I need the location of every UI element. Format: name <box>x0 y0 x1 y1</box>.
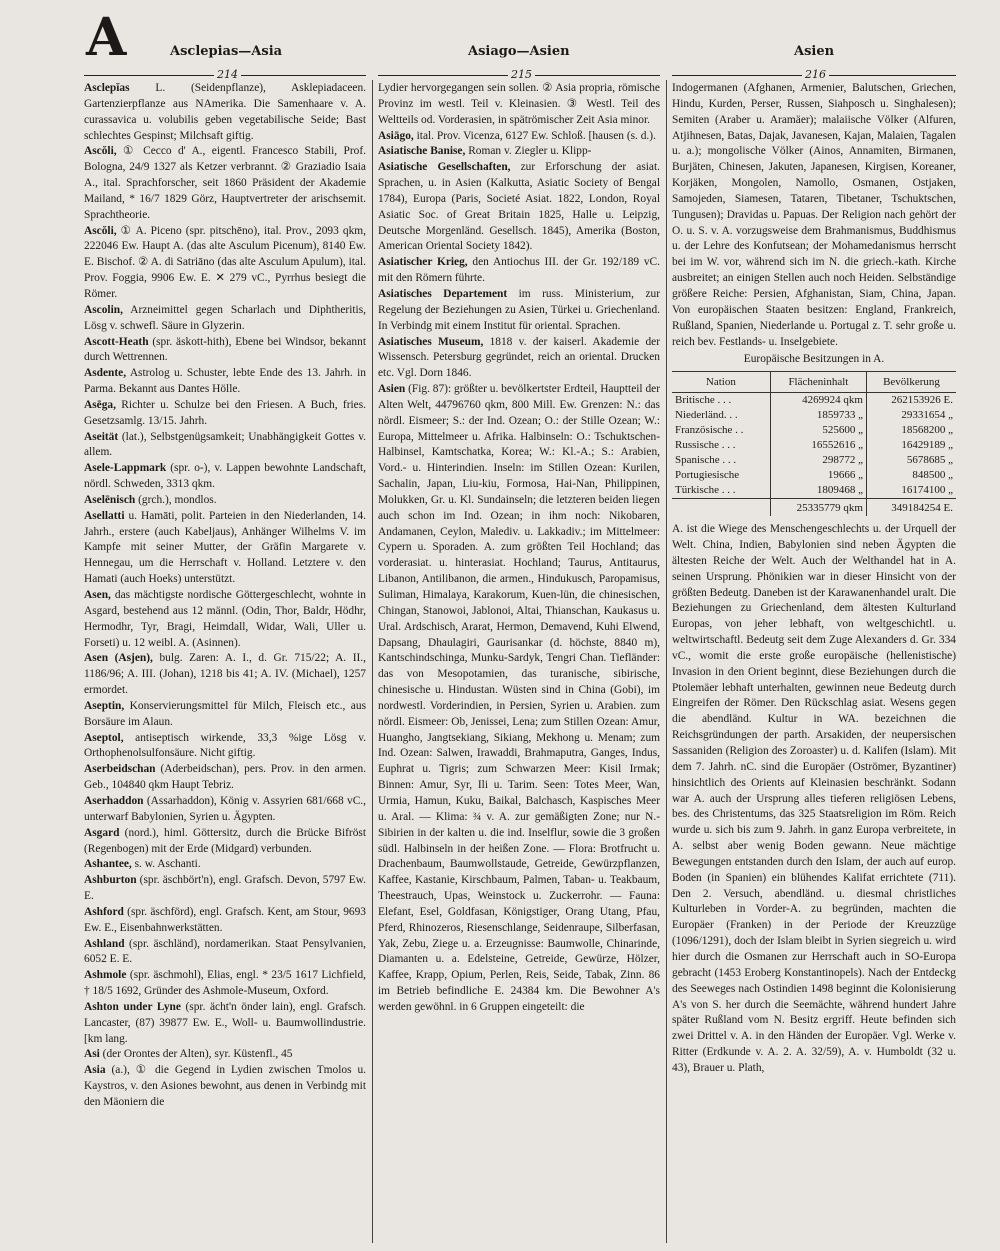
dictionary-entry <box>84 699 366 731</box>
entry-headword: Ascott-Heath <box>84 335 149 348</box>
entry-text: (Fig. 87): größter u. bevölkertster Erdteil, Hauptteil der Alten Welt, 44796760 qkm, 800 Mill. Ew. Grenzen: N.: das nördl. Eismeer; S.: der Ind. Ozean; O.: der Stille Ozean; W.: Europa, Mittelmeer u. Afrika. Halbinseln: O.: Tschuktschen-Halbinsel, Kamtschatka, Korea; W.: Kl.-A.; S.: Arabien, Vord.- u. Hinterindien. Inseln: im Stillen Ozean: Kurilen, Sachalin, Japan, Liu-kiu, Formosa, Hai-Nan, Philippinen, Molukken, Gr. u. Kl. Sundainseln; die letzteren beiden liegen auch schon im Ind. Ozean; in ihm noch: Nikobaren, Andamanen, Ceylon, Malediv. u. Lakkadiv.; im Mittelmeer: Cypern u. Sporaden. A. zum größten Teil Hochland; das vorderasiat. u. hinterasiat. Hochland; Taurus, Antitaurus, Libanon, Antilibanon, die armen., Hindukusch, Paropamisus, Suliman, Himalaya, Karakorum, Kuen-lün, die chinesischen, Chingan, Stanowoi, Jablonoi, Altai, Thianschan, Kaukasus u. Ural. Ardschisch, Ararat, Hermon, Demavend, Kuhi Elwend, Dapsang, Dhaulagiri, Gaurisankar (d. höchste, 8840 m), Kantschindschinga, Munku-Sardyk, Tengri Chan. Tiefländer: das von Mesopotamien, das turanische, sibirische, chinesische u. Hindustan. Wüsten sind in China (Gobi), im nordwestl. Vorderindien, in Persien, Syrien u. Arabien. zum nördl. Eismeer: Ob, Jenissei, Lena; zum Stillen Ozean: Amur, Huangho, Jangtsekiang, Sikiang, Mekhong u. Menam; zum Ind. Ozean: Salwen, Irawaddi, Brahmaputra, Ganges, Indus, Euphrat u. Tigris; zum Schwarzen Meer: Kisil Irmak; Binnen: Amur, Syr, Ili u. Tarim. Seen: Totes Meer, Wan, Urmia, Hamun, Kuku, Baikal, Balchasch, Kaspisches Meer u. Aral. — Klima: ¾ v. A. zur gemäßigten Zone; nur N.-Sibirien in der kalten u. die ind. Inselflur, sowie die 3 großen südl. Halbinseln in der heißen Zone. — Flora: Brotfrucht u. Drachenbaum, Baumwollstaude, Getreide, Gewürzpflanzen, Kaffee, Kastanie, Kirschbaum, Palmen, Taban- u. Teakbaum, Theestrauch, Upas, Weinstock u. Zuckerrohr. — Fauna: Elefant, Esel, Goldfasan, Königstiger, Orang Utang, Pfau, Pferd, Rhinozeros, Riesenschlange, Seidenraupe, Silberfasan, Yak, Zebu, Ziege u. a. Erzeugnisse: Baumwolle, Chinarinde, Diamanten u. a. Edelsteine, Getreide, Gewürze, Hölzer, Kaffee, Krapp, Opium, Perlen, Reis, Seide, Tabak, Zinn. 86 im Betrieb befindliche E. 24384 km. Die Bewohner A's werden gewöhnl. in 6 Gruppen eingeteilt: die <box>378 383 660 1013</box>
table-total-cell: 25335779 qkm <box>770 499 866 517</box>
entry-headword: Aselēnisch <box>84 493 136 506</box>
table-row <box>672 468 956 483</box>
entry-text: im russ. Ministerium, zur Regelung der Beziehungen zu Asien, Türkei u. Griechenland. In Verbindg mit einem Institut für oriental. Sprachen. <box>378 287 660 332</box>
entry-text: (lat.), Selbstgenügsamkeit; Unabhängigkeit Gottes v. allem. <box>84 430 366 459</box>
dictionary-entry <box>84 430 366 462</box>
column-left <box>84 81 366 1246</box>
dictionary-entry <box>84 905 366 937</box>
entry-text: (spr. ächt'n önder lain), engl. Grafsch. Lancaster, (87) 39877 Ew. E., Woll- u. Baumwollindustrie. [km lang. <box>84 1000 366 1045</box>
dictionary-entry <box>84 335 366 367</box>
table-row <box>672 423 956 438</box>
entry-text: (spr. o-), v. Lappen bewohnte Landschaft, nördl. Schweden, 3313 qkm. <box>84 462 366 491</box>
entry-headword: Ascolin, <box>84 303 123 316</box>
entry-headword: Ashantee, <box>84 858 132 871</box>
entry-text: (grch.), mondlos. <box>135 493 217 506</box>
entry-headword: Asen, <box>84 589 111 601</box>
table-row <box>672 453 956 468</box>
dictionary-entry <box>378 382 660 1016</box>
table-cell: Russische . . . <box>675 439 736 452</box>
dictionary-entry <box>84 873 366 905</box>
entry-headword: Aseptol, <box>84 731 124 744</box>
entry-headword: Aserhaddon <box>84 794 144 807</box>
table-cell: Türkische . . . <box>675 484 736 497</box>
entry-headword: Ashmole <box>84 969 127 982</box>
entry-text: (spr. äschbört'n), engl. Grafsch. Devon, 5797 Ew. E. <box>84 874 366 903</box>
entry-headword: Asen (Asjen), <box>84 652 153 665</box>
entry-text: Astrolog u. Schuster, lebte Ende des 13. Jahrh. in Parma. Bekannt aus Dantes Hölle. <box>84 367 366 396</box>
dictionary-entry <box>84 826 366 858</box>
dictionary-entry <box>84 509 366 588</box>
dictionary-entry <box>84 493 366 509</box>
dictionary-entry <box>84 762 366 794</box>
dictionary-entry <box>84 857 366 873</box>
dictionary-entry <box>84 1047 366 1063</box>
entry-text: (spr. äschmohl), Elias, engl. * 23/5 1617 Lichfield, † 18/5 1692, Gründer des Ashmole-Museum, Oxford. <box>84 969 366 998</box>
table-header-area: Flächeninhalt <box>770 372 866 393</box>
entry-headword: Asdente, <box>84 367 127 380</box>
entry-text: antiseptisch wirkende, 33,3 %ige Lösg v. Orthophenolsulfonsäure. Nicht giftig. <box>84 731 366 760</box>
table-row <box>672 483 956 499</box>
entry-text: zur Erforschung der asiat. Sprachen, u. in Asien (Kalkutta, Asiatic Society of Bengal 1784), Europa (Paris, Societé Asiat. 1822, London, Royal Asiatic Soc. of Great Britain 1825, Halle u. Leipzig, Deutsche Morgenländ. Gesellsch. 1845), Amerika (Boston, American Oriental Society 1842). <box>378 161 660 253</box>
entry-headword: Asiāgo, <box>378 129 414 142</box>
dictionary-entry <box>378 129 660 145</box>
table-cell: 18568200 „ <box>866 423 956 438</box>
table-cell: 29331654 „ <box>866 408 956 423</box>
entry-headword: Ashland <box>84 937 125 950</box>
entry-headword: Aserbeidschan <box>84 763 156 776</box>
entry-headword: Asgard <box>84 826 120 839</box>
dictionary-entry <box>84 651 366 699</box>
entry-text: (spr. äschförd), engl. Grafsch. Kent, am Stour, 9693 Ew. E., Eisenbahnwerkstätten. <box>84 905 366 934</box>
entry-headword: Asiatische Gesellschaften, <box>378 161 511 174</box>
entry-text: Arzneimittel gegen Scharlach und Diphtheritis, Lösg v. schwefl. Säure in Glyzerin. <box>84 303 366 332</box>
dictionary-entry <box>84 1000 366 1048</box>
table-cell: 1859733 „ <box>770 408 866 423</box>
dictionary-entry <box>84 461 366 493</box>
entry-headword: Asclepĭas <box>84 82 130 94</box>
entry-headword: Ashburton <box>84 874 137 887</box>
entry-headword: Asien <box>378 383 406 396</box>
entry-headword: Ascŏli, <box>84 145 117 158</box>
table-total-cell: 349184254 E. <box>866 499 956 517</box>
dictionary-entry <box>84 366 366 398</box>
table-cell: 1809468 „ <box>770 483 866 499</box>
dictionary-entry <box>84 303 366 335</box>
entry-text: u. Hamāti, polit. Parteien in den Niederlanden, 14. Jahrh., erstere (auch Kabeljaus), Anhänger Wilhelms V. im Kampfe mit seiner Mutter, der Gräfin Margarete v. Hennegau, um die Herrschaft v. Holland. Letztere v. den Hamati (auch Hoeks) unterstützt. <box>84 509 366 586</box>
dictionary-entry <box>378 287 660 335</box>
entry-text: (nord.), himl. Göttersitz, durch die Brücke Bifröst (Regenbogen) mit der Erde (Midgard) verbunden. <box>84 826 366 855</box>
dictionary-entry <box>378 255 660 287</box>
entry-text: (Aderbeidschan), pers. Prov. in den armen. Geb., 104840 qkm Haupt Tebriz. <box>84 763 366 792</box>
entry-text: (der Orontes der Alten), syr. Küstenfl., 45 <box>99 1048 293 1061</box>
entry-headword: Asellatti <box>84 509 125 522</box>
table-title: Europäische Besitzungen in A. <box>743 353 885 366</box>
dictionary-entry <box>84 794 366 826</box>
entry-text: 1818 v. der kaiserl. Akademie der Wissensch. Petersburg gegründet, reich an oriental. Drucken etc. Vgl. Dorn 1846. <box>378 335 660 380</box>
table-cell: Britische . . . <box>675 394 732 407</box>
page-number-right: 216 <box>802 68 829 81</box>
center-column-title: Asiago—Asien <box>468 44 570 59</box>
dictionary-entry <box>84 398 366 430</box>
table-total-row <box>672 499 956 517</box>
entry-text: ital. Prov. Vicenza, 6127 Ew. Schloß. [hausen (s. d.). <box>413 129 656 142</box>
entry-headword: Aseität <box>84 430 119 443</box>
entry-headword: Asiatische Banise, <box>378 145 466 158</box>
entry-text: L. (Seidenpflanze), Asklepiadaceen. Gartenzierpflanze aus NAmerika. Die Samenhaare v. A. curassavica u. volubilis geben vegetabilische Seide; Bast schlechtes Gespinst; Milchsaft giftig. <box>84 82 366 142</box>
left-column-title: Asclepias—Asia <box>170 44 283 59</box>
dictionary-entry <box>84 224 366 303</box>
table-cell: Spanische . . . <box>675 454 737 467</box>
table-total-cell <box>672 499 770 517</box>
table-cell: Portugiesische <box>675 469 740 482</box>
entry-headword: Ashton under Lyne <box>84 1000 181 1013</box>
dictionary-entry <box>378 160 660 255</box>
column-divider-2 <box>666 80 667 1243</box>
right-column-title: Asien <box>794 44 835 59</box>
table-cell: Niederländ. . . <box>675 409 738 422</box>
table-cell: 298772 „ <box>770 453 866 468</box>
entry-text: das mächtigste nordische Göttergeschlecht, wohnte in Asgard, bestehend aus 12 männl. (Odin, Thor, Baldr, Hödhr, Hermodhr, Tyr, Bragi, Heimdall, Widar, Wali, Uller u. Forseti) u. 12 weibl. A. (Asinnen). <box>84 589 366 649</box>
table-cell: 848500 „ <box>866 468 956 483</box>
entry-headword: Aseptin, <box>84 699 125 712</box>
dictionary-entry <box>378 81 660 129</box>
entry-headword: Asia <box>84 1064 106 1077</box>
dictionary-entry <box>378 335 660 383</box>
entry-text: (Assarhaddon), König v. Assyrien 681/668 vC., unterwarf Babylonien, Syrien u. Ägypten. <box>84 794 366 823</box>
table-cell: 16429189 „ <box>866 438 956 453</box>
page-number-left: 214 <box>214 68 241 81</box>
entry-headword: Asiatischer Krieg, <box>378 256 468 269</box>
dictionary-entry <box>84 81 366 144</box>
entry-text: Konservierungsmittel für Milch, Fleisch etc., aus Borsäure im Alaun. <box>84 699 366 728</box>
entry-headword: Ascŏli, <box>84 224 117 237</box>
section-letter: A <box>86 7 127 68</box>
table-cell: 16552616 „ <box>770 438 866 453</box>
dictionary-entry <box>378 144 660 160</box>
page-number-center: 215 <box>508 68 535 81</box>
dictionary-entry <box>84 1063 366 1111</box>
entry-text: Richter u. Schulze bei den Friesen. A Buch, fries. Gesetzsamlg. 13/15. Jahrh. <box>84 398 366 427</box>
table-cell: 16174100 „ <box>866 483 956 499</box>
table-cell: 19666 „ <box>770 468 866 483</box>
entry-headword: Asi <box>84 1048 100 1061</box>
table-cell: 262153926 E. <box>866 393 956 409</box>
table-header-nation: Nation <box>672 372 770 393</box>
column-center <box>378 81 660 1246</box>
entry-headword: Ashford <box>84 905 124 918</box>
table-row <box>672 408 956 423</box>
entry-text: (a.), ① die Gegend in Lydien zwischen Tmolos u. Kaystros, v. den Asiones bewohnt, aus denen in Verbindg mit den Mäoniern die <box>84 1064 366 1108</box>
entry-text: ① A. Piceno (spr. pitschēno), ital. Prov., 2093 qkm, 222046 Ew. Haupt A. (das alte Asculum Picenum), 8140 Ew. E. Bischof. ② A. di Satriāno (das alte Asculum Apulum), ital. Prov. Foggia, 9906 Ew. E. ✕ 279 vC., Pyrrhus besiegt die Römer. <box>84 224 366 300</box>
right-column-bottom-text: A. ist die Wiege des Menschengeschlechts u. der Urquell der Welt. China, Indien, Babylonien sind neben Ägypten die ältesten Reiche der Welt. Auch der Welthandel hat in A. seinen Ursprung. Phönikien war in dieser Hinsicht von der größten Bedeutg. Daneben ist der Karawanenhandel uralt. Die Beziehungen zu Griechenland, dem ältesten Kulturland Europas, von jeher lebhaft, von weltgeschichtl. u. weltwirtschaftl. Bedeutg seit dem Zuge Alexanders d. Gr. 334 vC., womit die erste große europäische (hellenistische) Invasion in den Orient beginnt, diese Beziehungen durch die Ptolemäer lebhaft unterhalten, gewinnen neue Bedeutg durch Eingreifen der Römer. Den Rückschlag asiat. Wesens gegen die abendländ. Kultur in WA. bezeichnen die Reichsgründungen der parth. Arsakiden, der neupersischen Sassaniden (Religion des Zoroaster) u. d. Kalifen (Islam). Mit dem 7. Jahrh. nC. sind die Europäer (Oströmer, Byzantiner) hinsichtlich des Orients auf Kleinasien beschränkt. Sodann war A. auch der Ursprung alles tieferen religiösen Lebens, bes. des Christentums, das 325 Staatsreligion im Röm. Reich wurde u. sich bis zum 9. Jahrh. in ganz Europa verbreitete, in A. selbst aber wenig Boden gewann. Neue mächtige Bewegungen entstanden durch den Islam, der auch auf europ. Boden (in Spanien) ein blühendes Kalifat errichtete (711). Den 2. Versuch, abendländ. u. diesmal christliches Kulturleben in Vorder-A. zu begründen, machten die Europäer (Franken) in der Periode der Kreuzzüge (1096/1291), doch der Islam bleibt in Syrien siegreich u. wird hier durch die Osmanen zur Herrschaft auch in SO-Europa gebracht (1453 Eroberg Konstantinopels). Nach der Entdeckg des Seeweges nach Ostindien 1498 beginnt die Kolonisierung A's von S. her durch die Seemächte, während hundert Jahre später Rußland vom N. Besitz ergriff. Heute befinden sich zwei Drittel v. A. in den Händen der Europäer. Vgl. Werke v. Ritter (Erdkunde v. A. 2. A. 32/59), A. v. Humboldt (32 u. 43), Brauer u. Plath, <box>672 523 956 1074</box>
entry-headword: Asēga, <box>84 398 116 411</box>
entry-text: den Antiochus III. der Gr. 192/189 vC. mit den Römern führte. <box>378 256 660 285</box>
table-header-population: Bevölkerung <box>866 372 956 393</box>
entry-text: Roman v. Ziegler u. Klipp- <box>465 145 592 158</box>
table-cell: 525600 „ <box>770 423 866 438</box>
dictionary-entry <box>84 588 366 651</box>
dictionary-entry <box>84 937 366 969</box>
entry-headword: Asele-Lappmark <box>84 462 167 475</box>
entry-text: ① Cecco d' A., eigentl. Francesco Stabili, Prof. Bologna, 24/9 1327 als Ketzer verbrannt. ② Graziadio Isaia A., ital. Sprachforscher, seit 1860 Präsident der Akademie Mailand, * 16/7 1829 Görz, Hauptvertreter der arischsemit. Sprachtheorie. <box>84 145 366 221</box>
table-cell: 5678685 „ <box>866 453 956 468</box>
dictionary-entry <box>84 144 366 223</box>
entry-text: Lydier hervorgegangen sein sollen. ② Asia propria, römische Provinz im westl. Teil v. Kleinasien. ③ Westl. Teil des Weltteils od. Vorderasien, in spätrömischer Zeit Asia minor. <box>378 82 660 126</box>
table-row <box>672 438 956 453</box>
possessions-table <box>672 371 956 516</box>
entry-headword: Asiatisches Departement <box>378 287 508 300</box>
table-cell: Französische . . <box>675 424 744 437</box>
column-right <box>672 81 956 1246</box>
entry-text: (spr. äschländ), nordamerikan. Staat Pensylvanien, 6052 E. E. <box>84 937 366 966</box>
column-divider-1 <box>372 80 373 1243</box>
entry-text: bulg. Zaren: A. I., d. Gr. 715/22; A. II., 1186/96; A. III. (Johan), 1218 bis 41; A. IV. (Michael), 1257 ermordet. <box>84 652 366 697</box>
entry-headword: Asiatisches Museum, <box>378 335 484 348</box>
table-row <box>672 393 956 409</box>
entry-text: s. w. Aschanti. <box>131 858 201 871</box>
table-cell: 4269924 qkm <box>770 393 866 409</box>
entry-text: (spr. äskott-hith), Ebene bei Windsor, bekannt durch Wettrennen. <box>84 335 366 364</box>
dictionary-entry <box>84 731 366 763</box>
right-column-top-text: Indogermanen (Afghanen, Armenier, Balutschen, Griechen, Hindu, Kurden, Perser, Russen, Siahposch u. Singhalesen); Semiten (Araber u. Aramäer); malaiische Völker (Alfuren, Atjihnesen, Batas, Dajak, Javanesen, Kajan, Malaien, Tagalen u. a.); mongolische Völker (Ainos, Annamiten, Birmanen, Burjäten, Chinesen, Jakuten, Japanesen, Kirgisen, Koreaner, Korjäken, Mongolen, Namollo, Osmanen, Ostjaken, Samojeden, Siamesen, Tataren, Tibetaner, Tschuktschen, Tungusen); Dravidas u. Papuas. Der Religion nach gehört der O. u. S. v. A. vorzugsweise dem Brahmanismus, Buddhismus u. der Lehre des Konfutsean; der Mohamedanismus herrscht bei im W. vor, während sich im N. die griech.-kath. Kirche ausbreitet; an einigen Stellen auch noch Heiden. Selbständige größere Reiche: Persien, Afghanistan, Siam, China, Japan. Von europäischen Staaten besitzen: England, Frankreich, Rußland, Spanien, Niederlande u. Portugal z. T. sehr große u. reich bev. Festlands- u. Inselgebiete. <box>672 82 956 348</box>
dictionary-entry <box>84 968 366 1000</box>
